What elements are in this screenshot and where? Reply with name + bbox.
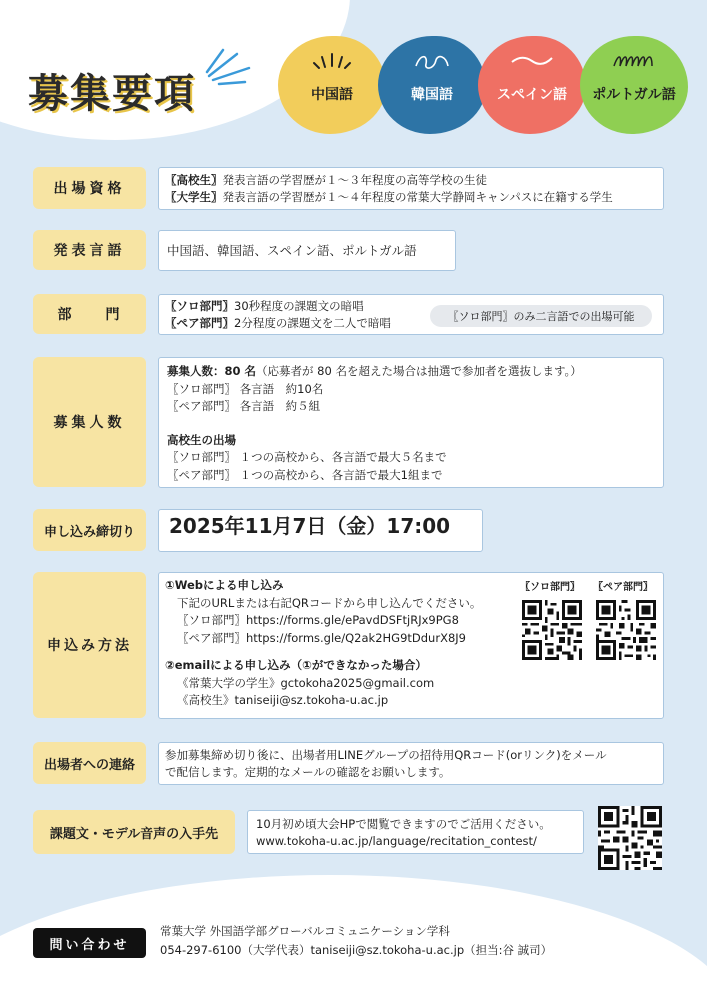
capacity-box [158,357,664,488]
application-box [158,572,664,719]
deadline-text: 2025年11月7日（金）17:00 [169,514,451,538]
language-badge-spanish [478,36,586,134]
materials-url-link[interactable]: www.tokoha-u.ac.jp/language/recitation_contest/ [256,834,537,848]
application-email-univ[interactable]: 《常葉大学の学生》gctokoha2025@gmail.com [177,675,435,690]
language-badge-korean [378,36,486,134]
sparkle-rays-icon [205,46,255,86]
loops-icon [612,52,656,70]
materials-line-1: 10月初め頃大会HPで閲覧できますのでご活用ください。 [256,817,551,831]
notice-label: 出場者への連絡 [33,742,146,784]
division-line-pair: 〖ペア部門〗2分程度の課題文を二人で暗唱 [165,316,391,330]
capacity-hs-solo: 〖ソロ部門〗 １つの高校から、各言語で最大５名まで [167,450,447,464]
language-badge-chinese [278,36,386,134]
rays-icon [312,52,352,70]
division-note-pill: 〖ソロ部門〗のみ二言語での出場可能 [430,305,652,327]
division-line-solo: 〖ソロ部門〗30秒程度の課題文の暗唱 [165,299,364,313]
application-web-pair-link[interactable]: 〖ペア部門〗https://forms.gle/Q2ak2HG9tDdurX8J9 [177,630,466,645]
notice-line-2: で配信します。定期的なメールの確認をお願いします。 [165,765,451,779]
language-label-portuguese: ポルトガル語 [592,87,676,103]
qr-code-solo-icon[interactable] [522,600,582,660]
eligibility-line-hs: 〖高校生〗発表言語の学習歴が１～３年程度の高等学校の生徒 [165,173,487,187]
eligibility-box [158,167,664,210]
qr-code-materials-icon[interactable] [598,806,662,870]
materials-box [247,810,584,854]
application-email-hs[interactable]: 《高校生》taniseiji@sz.tokoha-u.ac.jp [177,693,389,707]
qr-solo-label: 〖ソロ部門〗 [520,582,580,593]
swirl-icon [412,52,452,72]
eligibility-label: 出場資格 [33,167,146,209]
application-web-solo-link[interactable]: 〖ソロ部門〗https://forms.gle/ePavdDSFtjRJx9PG8 [177,613,459,627]
languages-text: 中国語、韓国語、スペイン語、ポルトガル語 [167,243,417,258]
capacity-headline: 募集人数：80 名（応募者が 80 名を超えた場合は抽選で参加者を選抜します。） [167,364,582,378]
languages-label: 発表言語 [33,230,146,270]
application-label: 申込み方法 [33,572,146,718]
contact-info [160,922,552,960]
contact-line-1: 常葉大学 外国語学部グローバルコミュニケーション学科 [160,924,450,938]
application-email-title: ②emailによる申し込み（①ができなかった場合） [165,658,427,672]
deadline-label: 申し込み締切り [33,509,146,551]
materials-label: 課題文・モデル音声の入手先 [33,810,235,854]
language-label-chinese: 中国語 [311,87,353,103]
division-label: 部 門 [33,294,146,334]
qr-pair-label: 〖ペア部門〗 [593,582,653,593]
wave-icon [510,52,554,68]
capacity-pair: 〖ペア部門〗 各言語 約５組 [167,399,321,413]
application-web-title: ①Webによる申し込み [165,578,284,592]
capacity-hs-pair: 〖ペア部門〗 １つの高校から、各言語で最大1組まで [167,467,443,482]
application-web-desc: 下記のURLまたは右記QRコードから申し込んでください。 [177,595,482,610]
qr-code-pair-icon[interactable] [596,600,656,660]
languages-box [158,230,456,271]
capacity-label: 募集人数 [33,357,146,487]
notice-box [158,742,664,785]
eligibility-line-univ: 〖大学生〗発表言語の学習歴が１～４年程度の常葉大学静岡キャンパスに在籍する学生 [165,190,613,204]
language-label-korean: 韓国語 [411,87,453,103]
capacity-hs-title: 高校生の出場 [167,432,236,447]
notice-line-1: 参加募集締め切り後に、出場者用LINEグループの招待用QRコード(orリンク)をメール [165,748,607,762]
contact-line-2: 054-297-6100（大学代表）taniseiji@sz.tokoha-u.ac.jp（担当:谷 誠司） [160,943,553,957]
page-title: 募集要項 [28,71,196,117]
language-badge-portuguese [580,36,688,134]
language-label-spanish: スペイン語 [497,87,567,103]
deadline-box [158,509,483,552]
contact-label: 問い合わせ [33,928,146,958]
capacity-solo: 〖ソロ部門〗 各言語 約10名 [167,381,324,396]
